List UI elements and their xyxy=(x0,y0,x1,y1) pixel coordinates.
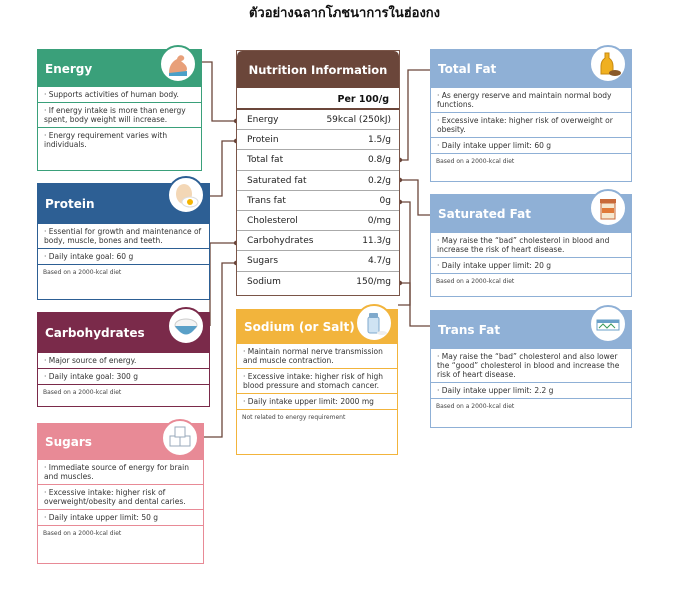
energy-item-2: · If energy intake is more than energy spent, body weight will increase. xyxy=(38,103,201,128)
connector-energy xyxy=(200,62,236,121)
total-fat-footer: Based on a 2000-kcal diet xyxy=(436,158,515,165)
saturated-fat-title: Saturated Fat xyxy=(438,207,532,221)
sugars-title: Sugars xyxy=(45,435,92,449)
total-fat-item-1: · As energy reserve and maintain normal body functions. xyxy=(431,88,631,113)
nutrition-row-saturated-fat xyxy=(237,171,399,191)
salt-shaker-icon xyxy=(355,304,393,342)
saturated-fat-box xyxy=(430,194,632,297)
protein-item-2: · Daily intake goal: 60 g xyxy=(38,249,209,265)
nutrition-row-value: 0/mg xyxy=(367,215,391,226)
nutrition-rows xyxy=(237,110,399,292)
energy-box xyxy=(37,49,202,171)
nutrition-row-label: Carbohydrates xyxy=(247,236,314,247)
sodium-item-2: · Excessive intake: higher risk of high blood pressure and stomach cancer. xyxy=(237,369,397,394)
protein-item-1: · Essential for growth and maintenance of body, muscle, bones and teeth. xyxy=(38,224,209,249)
nutrition-row-total-fat xyxy=(237,150,399,170)
flexed-arm-icon xyxy=(159,45,197,83)
nutrition-row-protein xyxy=(237,130,399,150)
energy-title: Energy xyxy=(45,61,93,76)
trans-fat-footer: Based on a 2000-kcal diet xyxy=(436,403,515,410)
nutrition-row-carbohydrates xyxy=(237,231,399,251)
connector-saturated-fat xyxy=(400,180,430,215)
nutrition-row-value: 4.7/g xyxy=(367,256,391,267)
total-fat-item-2: · Excessive intake: higher risk of overweight or obesity. xyxy=(431,113,631,138)
page-title: ตัวอย่างฉลากโภชนาการในฮ่องกง xyxy=(248,6,441,21)
nutrition-row-sodium xyxy=(237,272,399,292)
energy-item-1: · Supports activities of human body. xyxy=(38,87,201,103)
saturated-fat-footer: Based on a 2000-kcal diet xyxy=(436,278,515,285)
sugars-box xyxy=(37,423,204,564)
sugars-item-3: · Daily intake upper limit: 50 g xyxy=(38,510,203,526)
saturated-fat-item-2: · Daily intake upper limit: 20 g xyxy=(431,258,631,274)
trans-fat-box xyxy=(430,310,632,428)
nutrition-row-label: Cholesterol xyxy=(247,215,298,226)
nutrition-header: Nutrition Information xyxy=(237,51,399,88)
nutrition-row-label: Trans fat xyxy=(247,195,286,206)
sugar-cubes-icon xyxy=(161,419,199,457)
nutrition-row-value: 0g xyxy=(379,195,391,206)
nutrition-row-energy xyxy=(237,110,399,130)
sugars-item-2: · Excessive intake: higher risk of overweight/obesity and dental caries. xyxy=(38,485,203,510)
trans-fat-item-2: · Daily intake upper limit: 2.2 g xyxy=(431,383,631,399)
nutrition-row-label: Energy xyxy=(247,115,279,125)
nutrition-row-sugars xyxy=(237,251,399,271)
nutrition-per-serving: Per 100/g xyxy=(237,88,399,110)
connector-trans-fat xyxy=(400,202,430,326)
nutrition-row-value: 0.2/g xyxy=(367,175,391,186)
sodium-item-3: · Daily intake upper limit: 2000 mg xyxy=(237,394,397,410)
oil-bottle-icon xyxy=(589,45,627,83)
sodium-item-1: · Maintain normal nerve transmission and muscle contraction. xyxy=(237,344,397,369)
sodium-title: Sodium (or Salt) xyxy=(244,320,355,334)
nutrition-row-label: Protein xyxy=(247,135,279,146)
connector-total-fat xyxy=(400,70,430,160)
sodium-box xyxy=(236,309,398,455)
trans-fat-item-1: · May raise the “bad” cholesterol and also lower the “good” cholesterol in blood and increase the risk of heart disease. xyxy=(431,349,631,383)
total-fat-item-3: · Daily intake upper limit: 60 g xyxy=(431,138,631,154)
protein-box xyxy=(37,183,210,300)
total-fat-title: Total Fat xyxy=(438,62,497,76)
nutrition-row-label: Total fat xyxy=(247,155,284,166)
egg-icon xyxy=(167,176,205,214)
energy-item-3: · Energy requirement varies with individuals. xyxy=(44,131,168,149)
protein-title: Protein xyxy=(45,197,95,211)
carbohydrates-title: Carbohydrates xyxy=(45,326,145,340)
sugars-item-1: · Immediate source of energy for brain and muscles. xyxy=(38,460,203,485)
nutrition-row-label: Sugars xyxy=(247,256,279,267)
trans-fat-title: Trans Fat xyxy=(438,323,501,337)
nutrition-row-label: Saturated fat xyxy=(247,175,307,186)
rice-bowl-icon xyxy=(167,307,205,345)
nutrition-row-value: 11.3/g xyxy=(362,236,391,247)
nutrition-information-panel xyxy=(236,50,400,296)
nutrition-row-value: 150/mg xyxy=(356,276,391,287)
saturated-fat-item-1: · May raise the “bad” cholesterol in blood and increase the risk of heart disease. xyxy=(431,233,631,258)
connector-carbohydrates xyxy=(210,243,236,326)
protein-footer: Based on a 2000-kcal diet xyxy=(43,269,122,276)
sugars-footer: Based on a 2000-kcal diet xyxy=(43,530,122,537)
nutrition-row-value: 59kcal (250kJ) xyxy=(326,115,391,125)
carbohydrates-footer: Based on a 2000-kcal diet xyxy=(43,389,122,396)
nutrition-row-trans-fat xyxy=(237,191,399,211)
carbohydrates-item-1: · Major source of energy. xyxy=(38,353,209,369)
lard-jar-icon xyxy=(589,189,627,227)
margarine-icon xyxy=(589,305,627,343)
carbohydrates-item-2: · Daily intake goal: 300 g xyxy=(38,369,209,385)
nutrition-row-cholesterol xyxy=(237,211,399,231)
sodium-footer: Not related to energy requirement xyxy=(242,414,346,421)
nutrition-row-value: 0.8/g xyxy=(367,155,391,166)
nutrition-row-value: 1.5/g xyxy=(367,135,391,146)
carbohydrates-box xyxy=(37,312,210,407)
total-fat-box xyxy=(430,49,632,182)
nutrition-row-label: Sodium xyxy=(247,276,281,287)
connector-protein xyxy=(210,141,236,196)
